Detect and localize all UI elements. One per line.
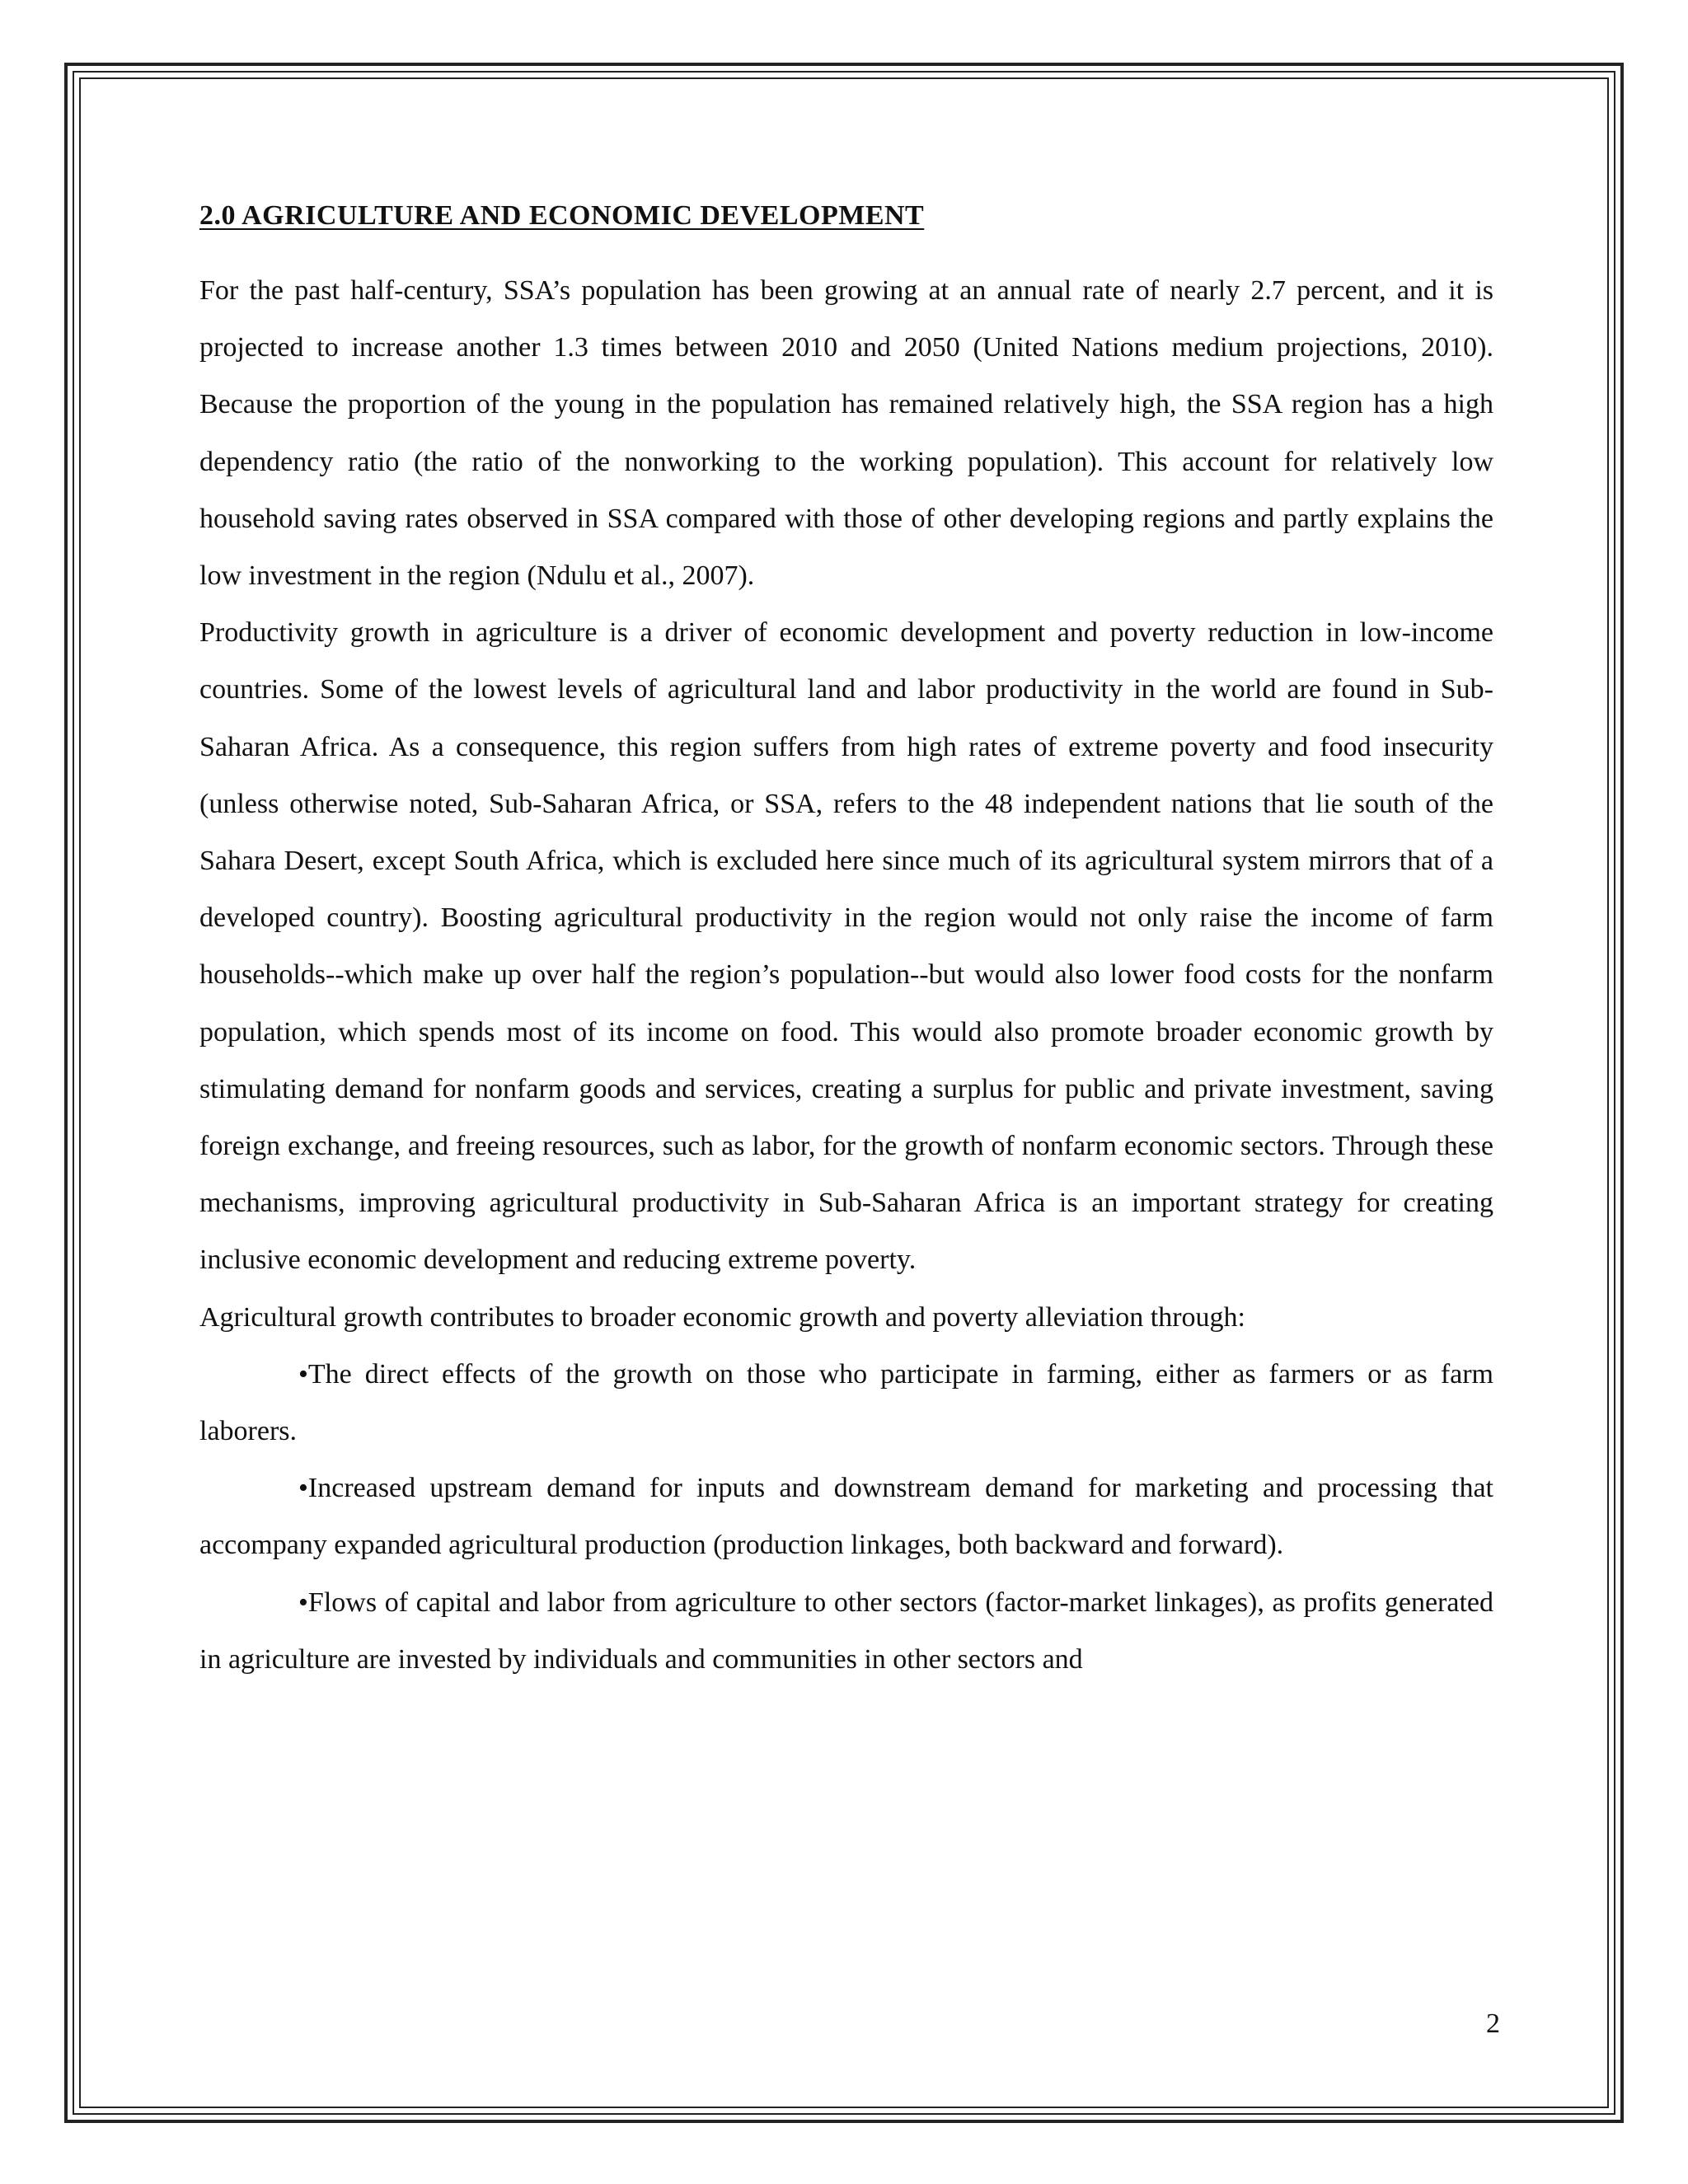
paragraph-growth-intro: Agricultural growth contributes to broader economic growth and poverty alleviation through:	[199, 1301, 1245, 1333]
section-heading: 2.0 AGRICULTURE AND ECONOMIC DEVELOPMENT	[199, 200, 925, 231]
document-body	[199, 194, 1493, 1688]
bullet-factor-market-linkages: •Flows of capital and labor from agriculture to other sectors (factor-market linkages), as profits generated in agriculture are invested by individuals and communities in other sectors and	[199, 1586, 1493, 1675]
bullet-direct-effects: •The direct effects of the growth on those who participate in farming, either as farmers or as farm laborers.	[199, 1358, 1493, 1447]
paragraph-productivity: Productivity growth in agriculture is a driver of economic development and poverty reduction in low-income countries. Some of the lowest levels of agricultural land and labor productivity in the world are found in Sub-Saharan Africa. As a consequence, this region suffers from high rates of extreme poverty and food insecurity (unless otherwise noted, Sub-Saharan Africa, or SSA, refers to the 48 independent nations that lie south of the Sahara Desert, except South Africa, which is excluded here since much of its agricultural system mirrors that of a developed country). Boosting agricultural productivity in the region would not only raise the income of farm households--which make up over half the region’s population--but would also lower food costs for the nonfarm population, which spends most of its income on food. This would also promote broader economic growth by stimulating demand for nonfarm goods and services, creating a surplus for public and private investment, saving foreign exchange, and freeing resources, such as labor, for the growth of nonfarm economic sectors. Through these mechanisms, improving agricultural productivity in Sub-Saharan Africa is an important strategy for creating inclusive economic development and reducing extreme poverty.	[199, 617, 1493, 1276]
paragraph-population: For the past half-century, SSA’s population has been growing at an annual rate of nearly 2.7 percent, and it is projected to increase another 1.3 times between 2010 and 2050 (United Nations medium projections, 2010). Because the proportion of the young in the population has remained relatively high, the SSA region has a high dependency ratio (the ratio of the nonworking to the working population). This account for relatively low household saving rates observed in SSA compared with those of other developing regions and partly explains the low investment in the region (Ndulu et al., 2007).	[199, 275, 1493, 592]
bullet-production-linkages: •Increased upstream demand for inputs and downstream demand for marketing and processing that accompany expanded agricultural production (production linkages, both backward and forward).	[199, 1473, 1493, 1561]
page-number: 2	[1486, 2008, 1500, 2039]
